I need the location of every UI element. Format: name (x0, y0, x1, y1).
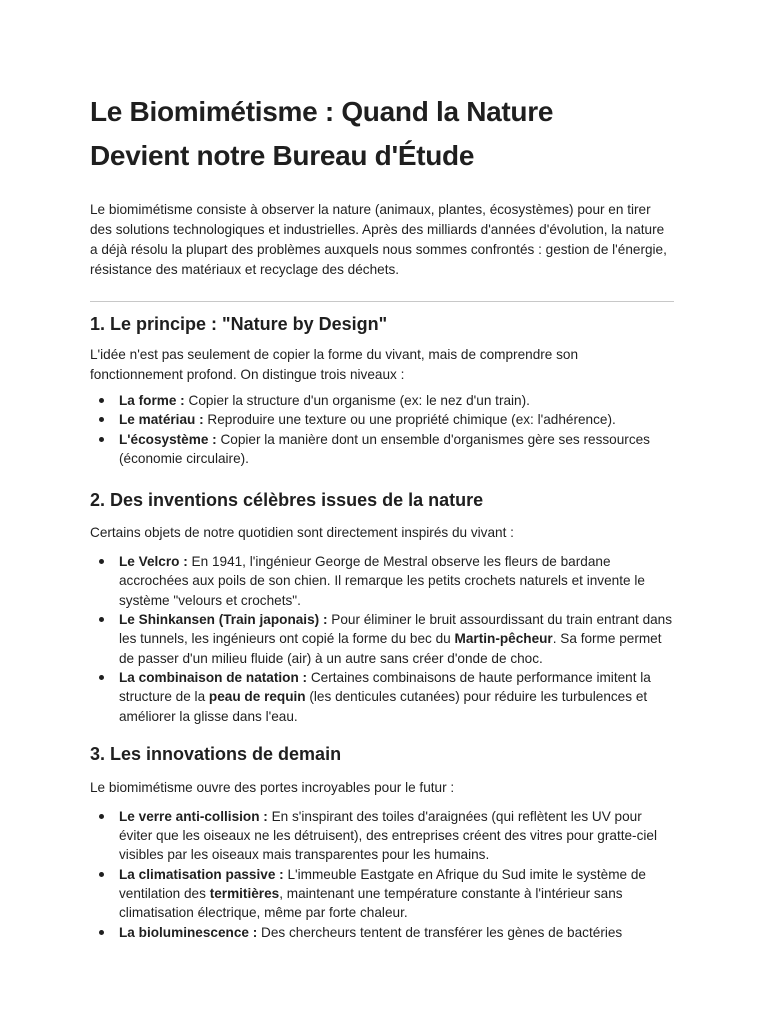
bullet-icon (99, 437, 104, 442)
list-item (90, 610, 674, 668)
item-label: La climatisation passive : (119, 866, 284, 882)
section-3-intro: Le biomimétisme ouvre des portes incroyables pour le futur : (90, 779, 455, 795)
bullet-icon (99, 814, 104, 819)
bullet-icon (99, 872, 104, 877)
bullet-icon (99, 675, 104, 680)
bullet-icon (99, 617, 104, 622)
item-text: Des chercheurs tentent de transférer les gènes de bactéries (257, 924, 623, 940)
section-3-list (90, 807, 674, 942)
list-item (90, 807, 674, 865)
list-item (90, 410, 674, 429)
list-item (90, 865, 674, 923)
intro-paragraph: Le biomimétisme consiste à observer la nature (animaux, plantes, écosystèmes) pour en tirer des solutions technologiques et industrielles. Après des milliards d'années d'évolution, la nature a déjà résolu la plupart des problèmes auxquels nous sommes confrontés : gestion de l'énergie, résistance des matériaux et recyclage des déchets. (90, 202, 667, 277)
item-text: En s'inspirant des toiles d'araignées (qui reflètent les UV pour éviter que les oiseaux ne les détruisent), des entreprises créent des vitres pour gratte-ciel visibles par les oiseaux mais transparentes pour les humains. (119, 808, 657, 863)
item-text: Copier la structure d'un organisme (ex: le nez d'un train). (184, 393, 530, 408)
list-item (90, 923, 674, 942)
section-1-intro: L'idée n'est pas seulement de copier la forme du vivant, mais de comprendre son fonctionnement profond. On distingue trois niveaux : (90, 347, 579, 382)
section-3-heading: 3. Les innovations de demain (90, 743, 342, 764)
item-text: Pour éliminer le bruit assourdissant du train entrant dans les tunnels, les ingénieurs ont copié la forme du bec du (119, 612, 673, 647)
item-label: Le Velcro : (119, 554, 188, 570)
section-1-list (90, 391, 674, 468)
item-text: (les denticules cutanées) pour réduire les turbulences et améliorer la glisse dans l'eau. (119, 689, 648, 724)
item-emphasis: termitières (209, 886, 280, 902)
bullet-icon (99, 559, 104, 564)
title-line-2: Devient notre Bureau d'Étude (90, 140, 475, 171)
horizontal-divider (90, 301, 674, 302)
document-body (90, 90, 674, 942)
bullet-icon (99, 930, 104, 935)
item-label: La forme : (119, 393, 185, 408)
item-emphasis: Martin-pêcheur (454, 631, 553, 647)
title-line-1: Le Biomimétisme : Quand la Nature (90, 96, 554, 127)
item-text: Copier la manière dont un ensemble d'organismes gère ses ressources (économie circulaire). (119, 431, 650, 466)
item-label: Le Shinkansen (Train japonais) : (119, 612, 328, 628)
list-item (90, 552, 674, 610)
item-text: , maintenant une température constante à l'intérieur sans climatisation électrique, même par forte chaleur. (119, 886, 623, 921)
section-1-heading: 1. Le principe : "Nature by Design" (90, 314, 388, 334)
item-label: La combinaison de natation : (119, 669, 308, 685)
item-emphasis: peau de requin (208, 689, 306, 705)
item-label: La bioluminescence : (119, 924, 258, 940)
list-item (90, 668, 674, 726)
section-2-intro: Certains objets de notre quotidien sont directement inspirés du vivant : (90, 525, 514, 541)
document-title (90, 90, 674, 178)
list-item (90, 430, 674, 469)
item-label: Le matériau : (119, 412, 204, 428)
item-label: Le verre anti-collision : (119, 808, 268, 824)
item-text: L'immeuble Eastgate en Afrique du Sud imite le système de ventilation des (119, 866, 646, 902)
item-text: . Sa forme permet de passer d'un milieu fluide (air) à un autre sans créer d'onde de choc. (119, 631, 662, 666)
item-text: En 1941, l'ingénieur George de Mestral observe les fleurs de bardane accrochées aux poils de son chien. Il remarque les petits crochets naturels et invente le système "velours et crochets". (119, 554, 645, 608)
bullet-icon (99, 398, 104, 403)
section-2-list (90, 552, 674, 726)
section-2-heading: 2. Des inventions célèbres issues de la nature (90, 490, 484, 511)
item-text: Certaines combinaisons de haute performance imitent la structure de la (119, 669, 651, 705)
item-text: Reproduire une texture ou une propriété chimique (ex: l'adhérence). (203, 412, 616, 428)
bullet-icon (99, 417, 104, 422)
item-label: L'écosystème : (119, 431, 217, 447)
list-item (90, 391, 674, 410)
